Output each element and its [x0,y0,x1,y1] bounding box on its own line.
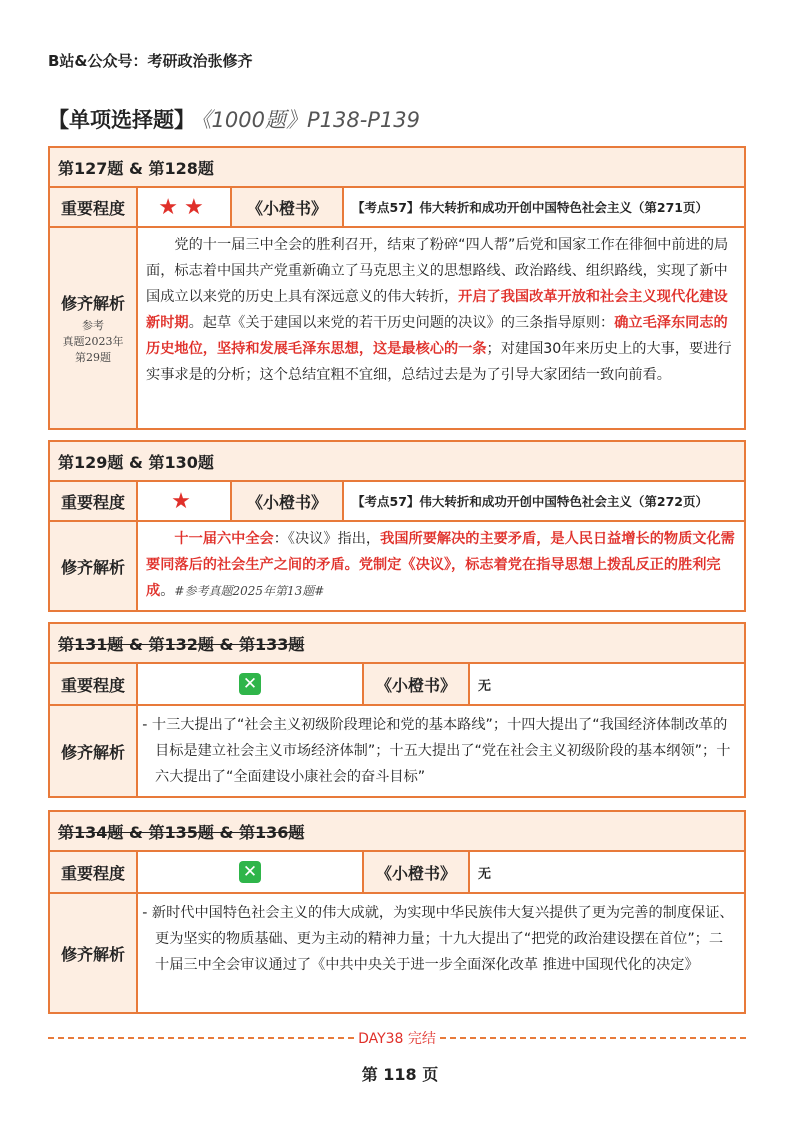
importance-row [50,188,744,228]
book-label: 《小橙书》 [232,188,344,226]
analysis-text [138,228,744,428]
analysis-row [50,706,744,796]
question-block-129 [48,440,746,612]
highlight-text: 我国所要解决的主要矛盾，是人民日益增长的物质文化需要同落后的社会生产之间的矛盾。党制定《决议》，标志着党在指导思想上拨乱反正的胜利完成 [146,531,735,599]
block-title [50,624,744,664]
analysis-row [50,228,744,428]
page-header: B站&公众号：考研政治张修齐 [48,52,253,70]
end-text: DAY38 完结 [358,1031,436,1047]
section-title [48,104,420,134]
text-segment: 。 [160,583,175,599]
importance-label: 重要程度 [50,482,138,520]
analysis-row [50,522,744,610]
kaodian-text: 【考点57】伟大转折和成功开创中国特色社会主义（第272页） [352,494,708,509]
text-segment: ：《决议》指出， [273,531,381,547]
analysis-label: 修齐解析 [50,894,138,1012]
reference-line: 真题2023年 [62,334,124,348]
block-title-text: 第134题 & 第135题 & 第136题 [58,822,305,842]
end-divider [48,1028,746,1048]
question-block-131 [48,622,746,798]
text-segment: 党的十一届三中全会的胜利召开，结束了粉碎“四人帮”后党和国家工作在徘徊中前进的局面，标志着中国共产党重新确立了马克思主义的思想路线、政治路线、组织路线，实现了新中国成立以来党的历史上具有深远意义的伟大转折， [146,237,729,305]
book-label: 《小橙书》 [364,852,470,892]
question-block-134 [48,810,746,1014]
analysis-text: - 十三大提出了“社会主义初级阶段理论和党的基本路线”；十四大提出了“我国经济体制改革的目标是建立社会主义市场经济体制”；十五大提出了“党在社会主义初级阶段的基本纲领”；十六大提出了“全面建设小康社会的奋斗目标” [142,717,731,785]
kaodian-text: 【考点57】伟大转折和成功开创中国特色社会主义（第271页） [352,200,708,215]
block-title-text: 第131题 & 第132题 & 第133题 [58,634,305,654]
analysis-row [50,894,744,1012]
block-title [50,812,744,852]
importance-value [138,664,364,704]
reference-note [63,318,124,366]
block-title: 第127题 & 第128题 [50,148,744,188]
dash-right [440,1037,746,1039]
highlight-text: 十一届六中全会 [174,531,274,547]
question-block-127 [48,146,746,430]
analysis-label: 修齐解析 [60,293,125,313]
block-title: 第129题 & 第130题 [50,442,744,482]
highlight-text: 确立毛泽东同志的历史地位，坚持和发展毛泽东思想，这是最核心的一条 [146,315,728,357]
section-label: 【单项选择题】 [48,108,195,132]
importance-label: 重要程度 [50,188,138,226]
section-ref: 《1000题》P138-P139 [201,108,421,132]
star-rating: ★★ [138,188,232,226]
highlight-text: 开启了我国改革开放和社会主义现代化建设新时期 [146,289,728,331]
book-label: 《小橙书》 [364,664,470,704]
dash-left [48,1037,354,1039]
text-segment: ；对建国30年来历史上的大事，要进行实事求是的分析；这个总结宜粗不宜细，总结过去是为了引导大家团结一致向前看。 [146,341,732,383]
analysis-text: - 新时代中国特色社会主义的伟大成就，为实现中华民族伟大复兴提供了更为完善的制度保证、更为坚实的物质基础、更为主动的精神力量；十九大提出了“把党的政治建设摆在首位”；二十届三中全会审议通过了《中共中央关于进一步全面深化改革 推进中国现代化的决定》 [142,905,734,973]
analysis-label: 修齐解析 [50,522,138,610]
analysis-text [138,522,744,610]
reference-note: #参考真题2025年第13题# [174,584,325,598]
reference-line: 第29题 [75,350,111,364]
importance-label: 重要程度 [50,852,138,892]
cross-mark-icon: ✕ [239,861,261,883]
text-segment: 。起草《关于建国以来党的若干历史问题的决议》的三条指导原则： [188,315,615,331]
page-number: 第 118 页 [361,1065,439,1084]
analysis-label-cell [50,228,138,428]
book-value: 无 [478,678,492,694]
importance-row [50,664,744,706]
book-value: 无 [478,866,492,882]
star-rating: ★ [138,482,232,520]
analysis-label: 修齐解析 [50,706,138,796]
cross-mark-icon: ✕ [239,673,261,695]
book-label: 《小橙书》 [232,482,344,520]
importance-label: 重要程度 [50,664,138,704]
importance-row [50,852,744,894]
importance-value [138,852,364,892]
reference-line: 参考 [82,318,104,332]
importance-row [50,482,744,522]
